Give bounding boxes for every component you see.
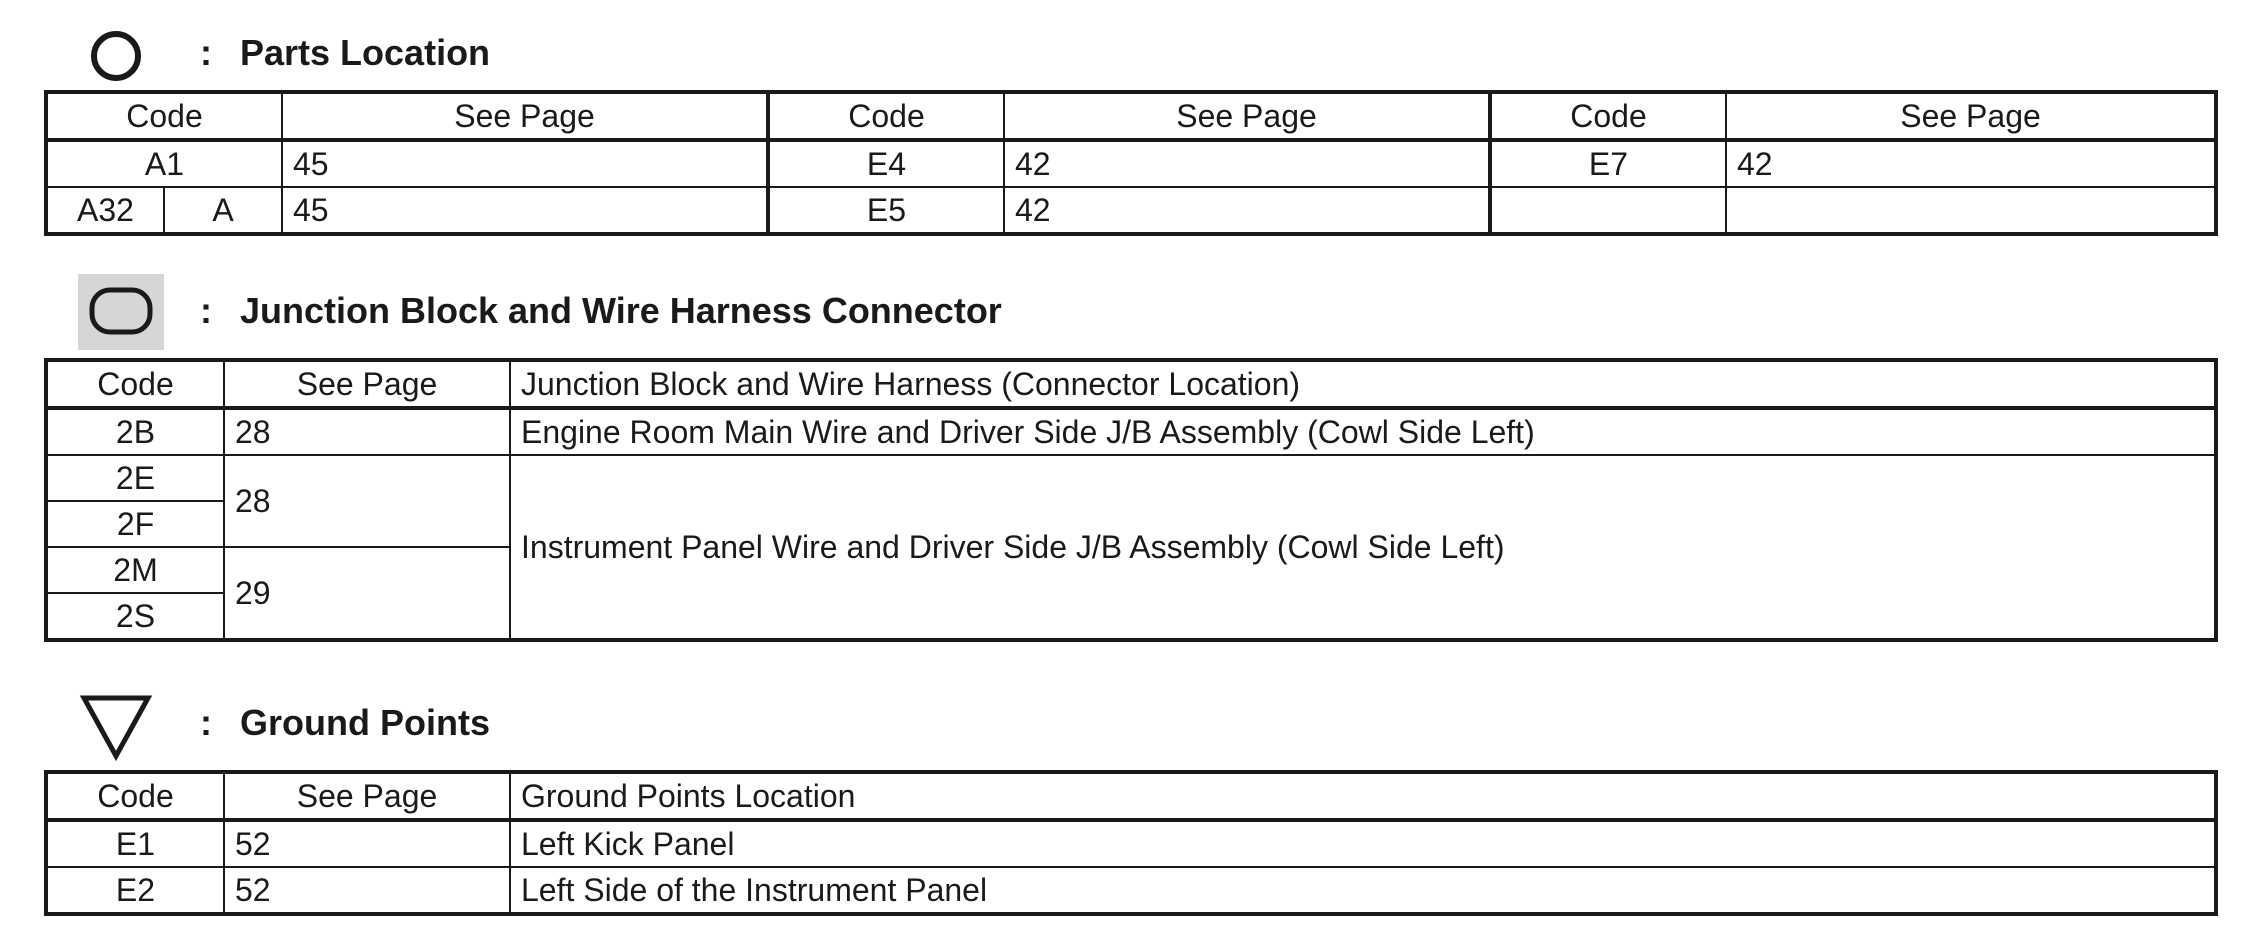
- parts-location-table: [44, 90, 2218, 236]
- triangle-down-icon: [78, 692, 154, 762]
- code-cell: E2: [46, 867, 224, 914]
- column-header: See Page: [224, 360, 510, 408]
- section-title: Ground Points: [240, 702, 490, 743]
- page-cell: 52: [224, 867, 510, 914]
- table-row: [46, 408, 2216, 455]
- section-title: Parts Location: [240, 32, 491, 73]
- ground-points-table: [44, 770, 2218, 916]
- column-header: Junction Block and Wire Harness (Connector Location): [510, 360, 2216, 408]
- section-colon: :: [200, 702, 212, 743]
- ground-points-header: [0, 684, 2248, 754]
- table-row: [46, 187, 2216, 234]
- code-cell: A32: [46, 187, 164, 234]
- table-header-row: [46, 772, 2216, 820]
- rounded-rect-icon: [78, 274, 164, 350]
- junction-block-table: [44, 358, 2218, 642]
- table-header-row: [46, 360, 2216, 408]
- code-cell: [1490, 187, 1726, 234]
- page-cell: 42: [1004, 140, 1490, 187]
- section-colon: :: [200, 32, 212, 73]
- junction-block-header: [0, 272, 2248, 342]
- code-cell: E5: [768, 187, 1004, 234]
- location-cell: Engine Room Main Wire and Driver Side J/B Assembly (Cowl Side Left): [510, 408, 2216, 455]
- location-cell: Instrument Panel Wire and Driver Side J/B Assembly (Cowl Side Left): [510, 455, 2216, 640]
- column-header: Code: [46, 360, 224, 408]
- parts-location-header: [0, 20, 2248, 90]
- table-row: [46, 867, 2216, 914]
- column-header: Code: [46, 772, 224, 820]
- code-cell: 2F: [46, 501, 224, 547]
- code-sub-cell: A: [164, 187, 282, 234]
- location-cell: Left Kick Panel: [510, 820, 2216, 867]
- circle-icon: [88, 28, 144, 84]
- location-cell: Left Side of the Instrument Panel: [510, 867, 2216, 914]
- page-cell: [1726, 187, 2216, 234]
- table-row: [46, 455, 2216, 501]
- page-cell: 45: [282, 187, 768, 234]
- code-cell: 2S: [46, 593, 224, 640]
- section-colon: :: [200, 290, 212, 331]
- page-cell: 29: [224, 547, 510, 640]
- column-header: See Page: [224, 772, 510, 820]
- code-cell: A1: [46, 140, 282, 187]
- table-row: [46, 140, 2216, 187]
- page-cell: 28: [224, 408, 510, 455]
- column-header: Ground Points Location: [510, 772, 2216, 820]
- page-cell: 42: [1726, 140, 2216, 187]
- page-cell: 52: [224, 820, 510, 867]
- code-cell: 2B: [46, 408, 224, 455]
- column-header: See Page: [282, 92, 768, 140]
- table-row: [46, 820, 2216, 867]
- column-header: Code: [768, 92, 1004, 140]
- page-cell: 28: [224, 455, 510, 547]
- code-cell: E4: [768, 140, 1004, 187]
- page-cell: 45: [282, 140, 768, 187]
- code-cell: 2E: [46, 455, 224, 501]
- code-cell: E7: [1490, 140, 1726, 187]
- code-cell: E1: [46, 820, 224, 867]
- column-header: Code: [1490, 92, 1726, 140]
- column-header: See Page: [1726, 92, 2216, 140]
- column-header: Code: [46, 92, 282, 140]
- page-cell: 42: [1004, 187, 1490, 234]
- code-cell: 2M: [46, 547, 224, 593]
- section-title: Junction Block and Wire Harness Connector: [240, 290, 1002, 331]
- column-header: See Page: [1004, 92, 1490, 140]
- table-header-row: [46, 92, 2216, 140]
